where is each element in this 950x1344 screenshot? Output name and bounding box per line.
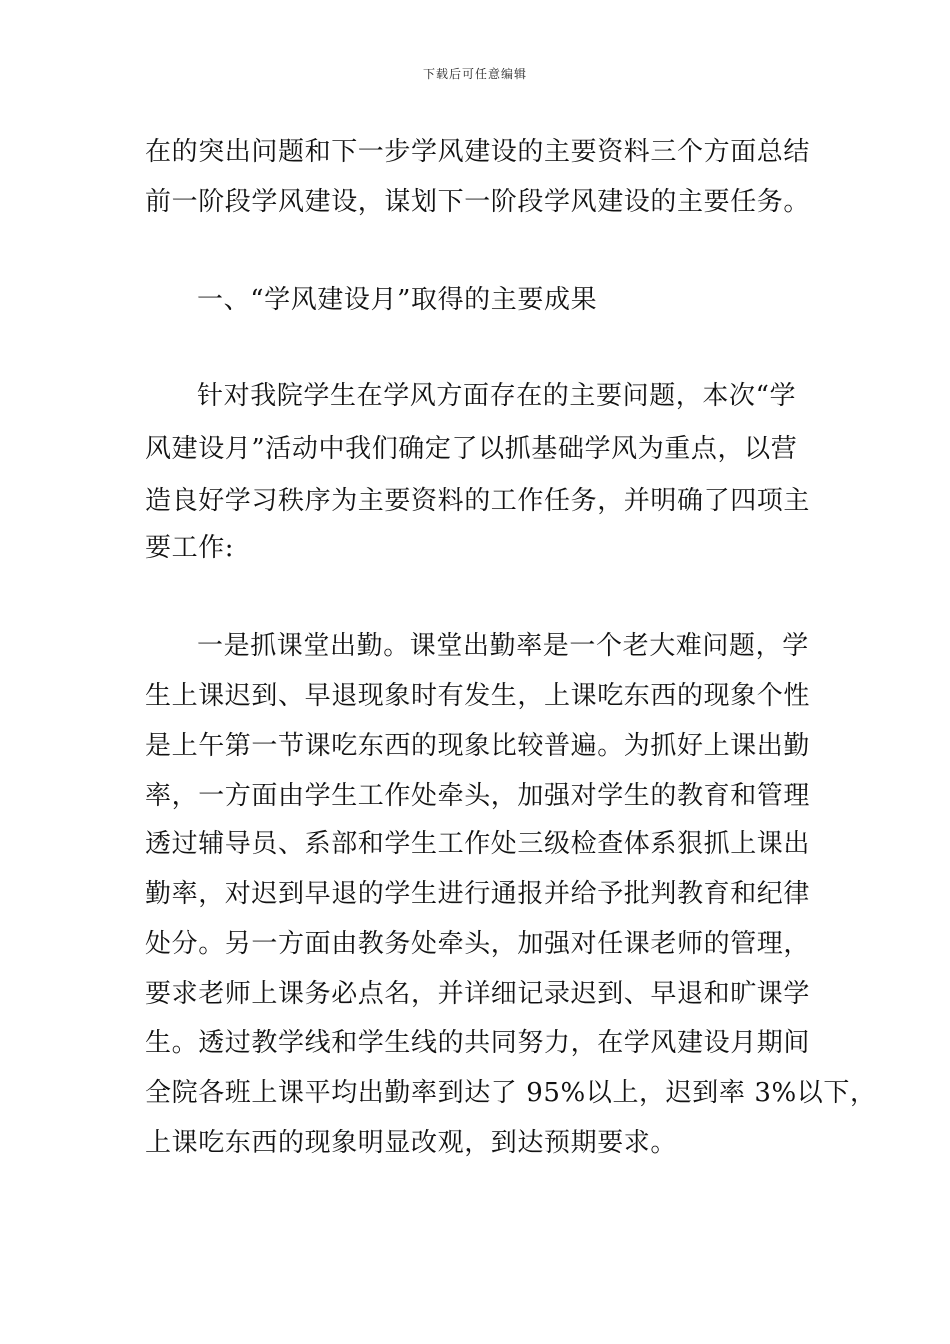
header-note: 下载后可任意编辑 (422, 67, 527, 81)
text-line: 生上课迟到、早退现象时有发生，上课吃东西的现象个性 (145, 681, 811, 711)
text-line: 要求老师上课务必点名，并详细记录迟到、早退和旷课学 (145, 979, 811, 1009)
text-line: 处分。另一方面由教务处牵头，加强对任课老师的管理， (145, 929, 811, 959)
text-line: 在的突出问题和下一步学风建设的主要资料三个方面总结 (145, 137, 811, 167)
text-line: 率，一方面由学生工作处牵头，加强对学生的教育和管理 (145, 781, 811, 811)
section-heading: 一、“学风建设月”取得的主要成果 (197, 285, 598, 315)
text-line: 透过辅导员、系部和学生工作处三级检查体系狠抓上课出 (145, 829, 811, 859)
text-line: 生。透过教学线和学生线的共同努力，在学风建设月期间 (145, 1028, 811, 1058)
text-line: 全院各班上课平均出勤率到达了 95%以上，迟到率 3%以下， (145, 1078, 877, 1108)
text-line: 造良好学习秩序为主要资料的工作任务，并明确了四项主 (145, 486, 811, 516)
text-line: 针对我院学生在学风方面存在的主要问题，本次“学 (197, 381, 797, 411)
text-line: 前一阶段学风建设，谋划下一阶段学风建设的主要任务。 (145, 187, 811, 217)
text-line: 勤率，对迟到早退的学生进行通报并给予批判教育和纪律 (145, 879, 811, 909)
text-line: 风建设月”活动中我们确定了以抓基础学风为重点，以营 (145, 434, 798, 464)
text-line: 要工作: (145, 533, 235, 563)
text-line: 是上午第一节课吃东西的现象比较普遍。为抓好上课出勤 (145, 731, 811, 761)
text-line: 一是抓课堂出勤。课堂出勤率是一个老大难问题，学 (197, 631, 809, 661)
text-line: 上课吃东西的现象明显改观，到达预期要求。 (145, 1128, 678, 1158)
